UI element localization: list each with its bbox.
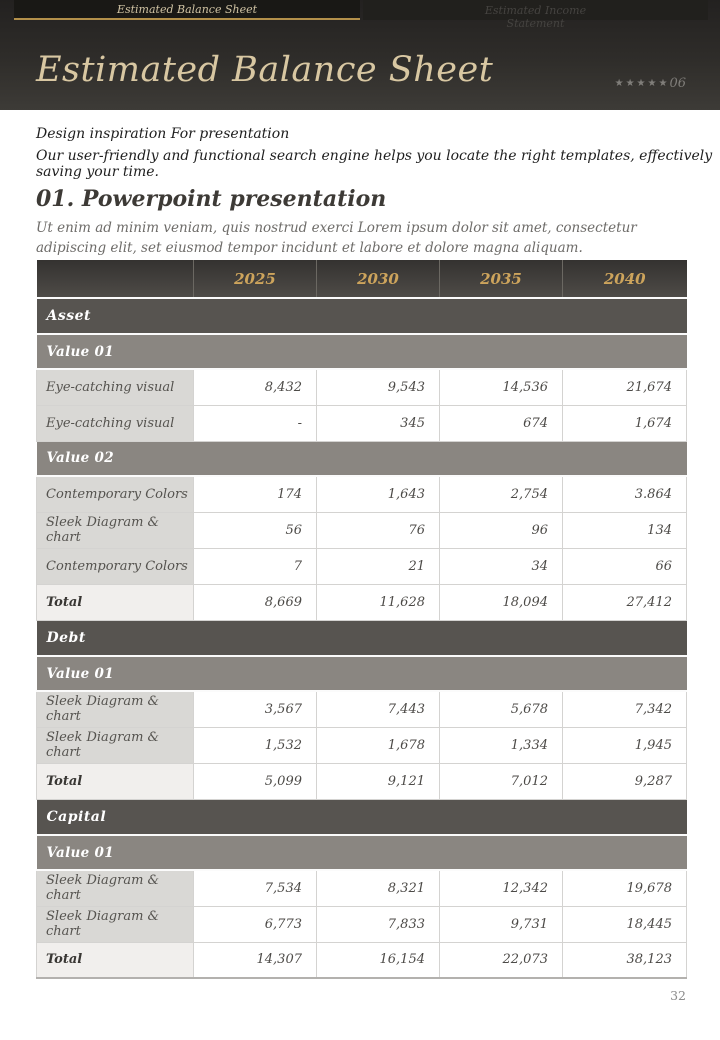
star-icons: ★★★★★ [614,78,670,89]
balance-sheet-table [36,260,687,979]
table-row [37,405,687,441]
cell-value: 7,833 [317,906,440,942]
cell-value: 22,073 [440,942,563,978]
cell-value: 1,678 [317,727,440,763]
subsection-header-value-01 [37,835,687,870]
cell-value: 19,678 [563,870,687,906]
cell-value: 96 [440,512,563,548]
cell-value: 8,321 [317,870,440,906]
year-column-header: 2025 [194,260,317,298]
row-label: Total [37,763,194,799]
cell-value: 38,123 [563,942,687,978]
section-heading: 01. Powerpoint presentation [36,186,387,212]
page-number: 32 [670,988,686,1003]
cell-value: 134 [563,512,687,548]
table-row [37,548,687,584]
section-body-text: Ut enim ad minim veniam, quis nostrud exerci Lorem ipsum dolor sit amet, consectetur adipiscing elit, set eiusmod tempor incidunt et labore et dolore magna aliquam. [36,220,637,257]
cell-value: 14,307 [194,942,317,978]
year-column-header: 2030 [317,260,440,298]
total-row [37,584,687,620]
total-row [37,942,687,978]
cell-value: 76 [317,512,440,548]
cell-value: 2,754 [440,476,563,512]
subsection-header-value-01-label: Value 01 [37,835,687,870]
cell-value: 8,669 [194,584,317,620]
subsection-header-value-01 [37,656,687,691]
section-header-debt-label: Debt [37,620,687,656]
slide-header [0,0,720,110]
cell-value: 5,678 [440,691,563,727]
cell-value: 1,532 [194,727,317,763]
cell-value: 21 [317,548,440,584]
cell-value: 16,154 [317,942,440,978]
table-row [37,870,687,906]
cell-value: 1,945 [563,727,687,763]
cell-value: 66 [563,548,687,584]
cell-value: 18,445 [563,906,687,942]
rating-badge [615,76,686,91]
cell-value: 8,432 [194,369,317,405]
cell-value: 7,443 [317,691,440,727]
section-header-capital-label: Capital [37,799,687,835]
cell-value: 9,731 [440,906,563,942]
subsection-header-value-01-label: Value 01 [37,656,687,691]
subsection-header-value-02-label: Value 02 [37,441,687,476]
cell-value: 9,543 [317,369,440,405]
cell-value: 9,287 [563,763,687,799]
table-row [37,369,687,405]
table-row [37,906,687,942]
tab-estimated-income-statement-label: Estimated Income Statement [484,4,587,30]
year-column-header: 2040 [563,260,687,298]
cell-value: 27,412 [563,584,687,620]
table-row [37,512,687,548]
row-label: Sleek Diagram & chart [37,870,194,906]
cell-value: 7,342 [563,691,687,727]
row-label: Eye-catching visual [37,405,194,441]
cell-value: 3.864 [563,476,687,512]
cell-value: 21,674 [563,369,687,405]
row-label: Contemporary Colors [37,548,194,584]
subsection-header-value-01 [37,334,687,369]
cell-value: 5,099 [194,763,317,799]
cell-value: 34 [440,548,563,584]
subsection-header-value-02 [37,441,687,476]
intro-title: Design inspiration For presentation [36,126,290,142]
cell-value: 9,121 [317,763,440,799]
intro-subtitle: Our user-friendly and functional search engine helps you locate the right templates, effectively saving your time. [36,148,713,180]
year-column-header: 2035 [440,260,563,298]
cell-value: 674 [440,405,563,441]
total-row [37,763,687,799]
cell-value: 14,536 [440,369,563,405]
cell-value: 1,334 [440,727,563,763]
cell-value: 7,012 [440,763,563,799]
page-title: Estimated Balance Sheet [36,50,494,90]
row-label: Total [37,584,194,620]
cell-value: - [194,405,317,441]
cell-value: 18,094 [440,584,563,620]
cell-value: 6,773 [194,906,317,942]
row-label: Total [37,942,194,978]
cell-value: 174 [194,476,317,512]
slide-number: 06 [669,76,686,91]
cell-value: 345 [317,405,440,441]
table-header-row [37,260,687,298]
subsection-header-value-01-label: Value 01 [37,334,687,369]
cell-value: 1,674 [563,405,687,441]
tab-estimated-balance-sheet[interactable]: Estimated Balance Sheet [14,0,360,20]
corner-header-cell [37,260,194,298]
cell-value: 1,643 [317,476,440,512]
table-row [37,727,687,763]
cell-value: 56 [194,512,317,548]
row-label: Sleek Diagram & chart [37,691,194,727]
table-row [37,476,687,512]
section-header-asset [37,298,687,334]
cell-value: 7 [194,548,317,584]
cell-value: 11,628 [317,584,440,620]
section-header-debt [37,620,687,656]
tab-estimated-income-statement[interactable] [363,0,708,30]
row-label: Eye-catching visual [37,369,194,405]
cell-value: 7,534 [194,870,317,906]
row-label: Sleek Diagram & chart [37,727,194,763]
section-header-asset-label: Asset [37,298,687,334]
section-header-capital [37,799,687,835]
row-label: Sleek Diagram & chart [37,512,194,548]
cell-value: 12,342 [440,870,563,906]
table-row [37,691,687,727]
row-label: Contemporary Colors [37,476,194,512]
row-label: Sleek Diagram & chart [37,906,194,942]
cell-value: 3,567 [194,691,317,727]
